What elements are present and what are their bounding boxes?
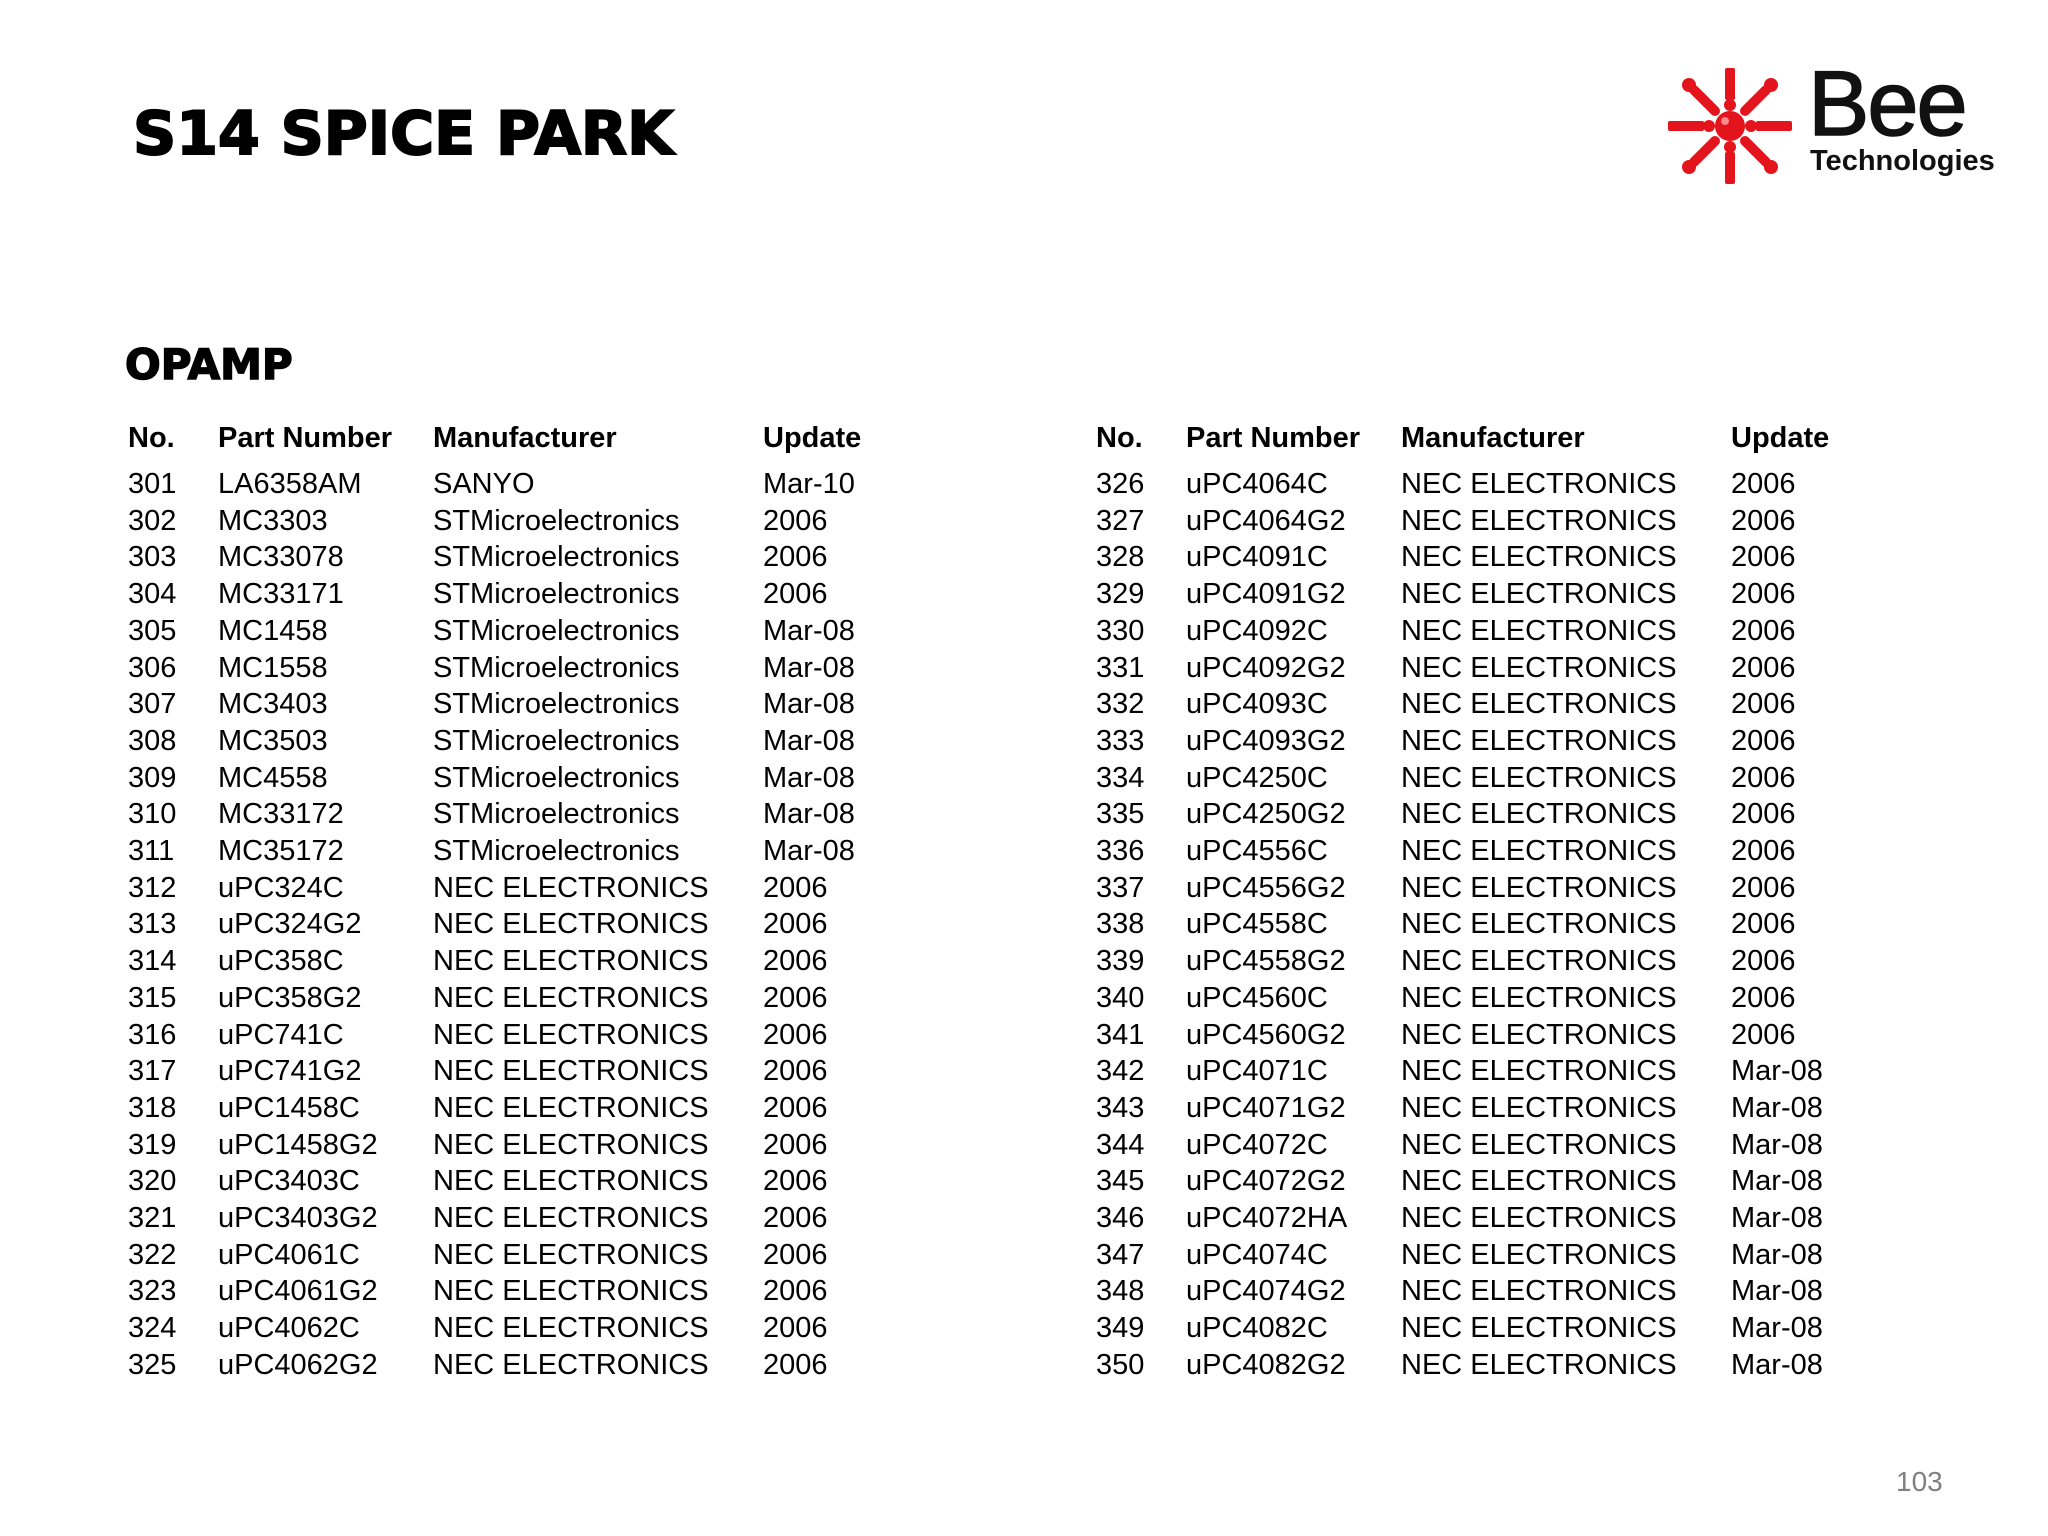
cell-update: Mar-08 [1731, 1348, 1823, 1381]
cell-no: 329 [1096, 578, 1145, 611]
cell-part-number: uPC4061C [218, 1238, 360, 1271]
cell-update: 2006 [763, 981, 828, 1014]
cell-update: 2006 [1731, 468, 1796, 500]
cell-update: 2006 [763, 908, 828, 941]
table-row [128, 686, 928, 723]
cell-no: 316 [128, 1018, 177, 1051]
cell-manufacturer: NEC ELECTRONICS [433, 1348, 709, 1381]
cell-part-number: uPC4074C [1186, 1238, 1328, 1271]
table-row [128, 1273, 928, 1310]
cell-manufacturer: STMicroelectronics [433, 835, 680, 868]
cell-no: 306 [128, 651, 177, 684]
cell-update: 2006 [1731, 761, 1796, 794]
cell-update: 2006 [763, 541, 828, 574]
table-row [128, 1017, 928, 1054]
cell-no: 350 [1096, 1348, 1145, 1381]
cell-no: 333 [1096, 724, 1145, 757]
cell-part-number: uPC4061G2 [218, 1275, 378, 1308]
cell-update: Mar-08 [763, 724, 855, 757]
cell-manufacturer: NEC ELECTRONICS [1401, 724, 1677, 757]
cell-manufacturer: NEC ELECTRONICS [1401, 651, 1677, 684]
cell-part-number: MC35172 [218, 835, 344, 868]
cell-no: 344 [1096, 1128, 1145, 1161]
parts-table-right [1096, 422, 1896, 1384]
header-manufacturer: Manufacturer [433, 422, 617, 454]
cell-update: Mar-08 [1731, 1238, 1823, 1271]
cell-manufacturer: NEC ELECTRONICS [433, 945, 709, 978]
cell-update: 2006 [1731, 724, 1796, 757]
cell-update: 2006 [1731, 578, 1796, 611]
cell-manufacturer: NEC ELECTRONICS [1401, 1091, 1677, 1124]
parts-table-left [128, 422, 928, 1384]
cell-update: 2006 [1731, 835, 1796, 868]
cell-part-number: MC3303 [218, 504, 328, 537]
table-row [1096, 1090, 1896, 1127]
cell-part-number: uPC4064G2 [1186, 504, 1346, 537]
cell-manufacturer: NEC ELECTRONICS [1401, 1165, 1677, 1198]
table-row [128, 723, 928, 760]
cell-update: Mar-08 [1731, 1091, 1823, 1124]
cell-no: 304 [128, 578, 177, 611]
cell-no: 305 [128, 614, 177, 647]
table-row [128, 1090, 928, 1127]
cell-manufacturer: STMicroelectronics [433, 724, 680, 757]
cell-update: 2006 [1731, 945, 1796, 978]
cell-manufacturer: NEC ELECTRONICS [433, 1018, 709, 1051]
cell-part-number: uPC1458C [218, 1091, 360, 1124]
header-update: Update [763, 422, 862, 454]
cell-update: 2006 [763, 1202, 828, 1235]
table-row [128, 576, 928, 613]
table-row [128, 943, 928, 980]
cell-manufacturer: NEC ELECTRONICS [1401, 981, 1677, 1014]
cell-manufacturer: NEC ELECTRONICS [1401, 1128, 1677, 1161]
cell-part-number: uPC4558G2 [1186, 945, 1346, 978]
table-row [1096, 466, 1896, 503]
cell-update: 2006 [763, 1275, 828, 1308]
table-row [128, 906, 928, 943]
cell-update: 2006 [763, 578, 828, 611]
bee-logo-mark-icon [1660, 62, 1800, 192]
cell-no: 318 [128, 1091, 177, 1124]
cell-update: Mar-08 [1731, 1312, 1823, 1345]
table-row [128, 539, 928, 576]
cell-update: 2006 [763, 1128, 828, 1161]
cell-update: 2006 [1731, 981, 1796, 1014]
cell-part-number: uPC4250C [1186, 761, 1328, 794]
cell-update: 2006 [1731, 614, 1796, 647]
table-row [1096, 1017, 1896, 1054]
cell-no: 313 [128, 908, 177, 941]
page-title: S14 SPICE PARK [133, 99, 674, 169]
logo-wordmark: Bee [1808, 53, 1966, 155]
table-row [1096, 906, 1896, 943]
table-row [1096, 833, 1896, 870]
cell-manufacturer: NEC ELECTRONICS [433, 1165, 709, 1198]
cell-manufacturer: NEC ELECTRONICS [433, 1275, 709, 1308]
cell-update: 2006 [763, 1091, 828, 1124]
cell-no: 331 [1096, 651, 1145, 684]
cell-no: 338 [1096, 908, 1145, 941]
cell-manufacturer: STMicroelectronics [433, 761, 680, 794]
cell-manufacturer: NEC ELECTRONICS [1401, 541, 1677, 574]
cell-part-number: MC33171 [218, 578, 344, 611]
cell-no: 348 [1096, 1275, 1145, 1308]
cell-part-number: uPC4556C [1186, 835, 1328, 868]
table-row [128, 1127, 928, 1164]
table-row [1096, 723, 1896, 760]
cell-part-number: uPC324G2 [218, 908, 362, 941]
header-no: No. [128, 422, 175, 454]
table-header-row [1096, 422, 1896, 466]
cell-no: 317 [128, 1055, 177, 1088]
cell-no: 342 [1096, 1055, 1145, 1088]
cell-part-number: uPC4071C [1186, 1055, 1328, 1088]
cell-no: 341 [1096, 1018, 1145, 1051]
header-part-number: Part Number [1186, 422, 1361, 454]
header-no: No. [1096, 422, 1143, 454]
cell-part-number: MC1558 [218, 651, 328, 684]
cell-manufacturer: NEC ELECTRONICS [1401, 1018, 1677, 1051]
cell-part-number: LA6358AM [218, 468, 362, 500]
table-row [128, 760, 928, 797]
cell-update: Mar-08 [763, 798, 855, 831]
cell-no: 312 [128, 871, 177, 904]
cell-part-number: uPC4092G2 [1186, 651, 1346, 684]
table-row [128, 1237, 928, 1274]
cell-update: 2006 [763, 945, 828, 978]
table-row [128, 1347, 928, 1384]
cell-no: 302 [128, 504, 177, 537]
cell-no: 308 [128, 724, 177, 757]
page-number: 103 [1896, 1466, 1943, 1497]
cell-part-number: uPC4072G2 [1186, 1165, 1346, 1198]
cell-part-number: uPC4091G2 [1186, 578, 1346, 611]
cell-update: Mar-08 [1731, 1165, 1823, 1198]
cell-part-number: MC3503 [218, 724, 328, 757]
cell-part-number: MC4558 [218, 761, 328, 794]
cell-part-number: uPC4560C [1186, 981, 1328, 1014]
cell-update: Mar-08 [763, 761, 855, 794]
table-row [1096, 1273, 1896, 1310]
cell-manufacturer: NEC ELECTRONICS [433, 1238, 709, 1271]
table-row [1096, 576, 1896, 613]
table-row [128, 466, 928, 503]
table-row [128, 1310, 928, 1347]
bee-technologies-logo [1660, 53, 2020, 192]
cell-part-number: uPC4071G2 [1186, 1091, 1346, 1124]
cell-manufacturer: NEC ELECTRONICS [1401, 1312, 1677, 1345]
cell-update: 2006 [1731, 908, 1796, 941]
cell-manufacturer: NEC ELECTRONICS [1401, 761, 1677, 794]
cell-update: Mar-08 [763, 688, 855, 721]
cell-update: 2006 [1731, 651, 1796, 684]
cell-manufacturer: NEC ELECTRONICS [1401, 1348, 1677, 1381]
cell-update: Mar-08 [1731, 1055, 1823, 1088]
cell-manufacturer: NEC ELECTRONICS [433, 1091, 709, 1124]
cell-part-number: uPC4074G2 [1186, 1275, 1346, 1308]
cell-no: 332 [1096, 688, 1145, 721]
cell-update: 2006 [763, 1018, 828, 1051]
cell-no: 319 [128, 1128, 177, 1161]
cell-update: 2006 [1731, 504, 1796, 537]
cell-manufacturer: STMicroelectronics [433, 578, 680, 611]
cell-manufacturer: NEC ELECTRONICS [1401, 908, 1677, 941]
cell-part-number: uPC4082G2 [1186, 1348, 1346, 1381]
cell-part-number: uPC4064C [1186, 468, 1328, 500]
cell-manufacturer: NEC ELECTRONICS [1401, 504, 1677, 537]
cell-no: 335 [1096, 798, 1145, 831]
table-row [1096, 1053, 1896, 1090]
table-body-left [128, 466, 928, 1384]
table-row [1096, 686, 1896, 723]
table-row [1096, 1127, 1896, 1164]
cell-part-number: uPC358C [218, 945, 344, 978]
cell-update: Mar-08 [1731, 1202, 1823, 1235]
cell-no: 346 [1096, 1202, 1145, 1235]
cell-manufacturer: STMicroelectronics [433, 614, 680, 647]
cell-no: 324 [128, 1312, 177, 1345]
table-row [128, 833, 928, 870]
table-row [1096, 539, 1896, 576]
cell-update: Mar-10 [763, 468, 855, 500]
cell-part-number: uPC4091C [1186, 541, 1328, 574]
cell-no: 303 [128, 541, 177, 574]
cell-no: 301 [128, 468, 177, 500]
table-header-row [128, 422, 928, 466]
cell-no: 327 [1096, 504, 1145, 537]
table-row [1096, 980, 1896, 1017]
table-row [1096, 943, 1896, 980]
cell-part-number: uPC4062G2 [218, 1348, 378, 1381]
cell-no: 315 [128, 981, 177, 1014]
table-row [128, 503, 928, 540]
cell-no: 314 [128, 945, 177, 978]
table-row [1096, 870, 1896, 907]
cell-part-number: uPC1458G2 [218, 1128, 378, 1161]
cell-manufacturer: NEC ELECTRONICS [1401, 871, 1677, 904]
header-part-number: Part Number [218, 422, 393, 454]
cell-part-number: MC3403 [218, 688, 328, 721]
cell-part-number: MC1458 [218, 614, 328, 647]
cell-manufacturer: NEC ELECTRONICS [1401, 614, 1677, 647]
table-row [128, 796, 928, 833]
cell-manufacturer: NEC ELECTRONICS [1401, 835, 1677, 868]
cell-part-number: uPC4556G2 [1186, 871, 1346, 904]
cell-part-number: uPC3403C [218, 1165, 360, 1198]
cell-part-number: uPC4093C [1186, 688, 1328, 721]
cell-part-number: MC33172 [218, 798, 344, 831]
cell-part-number: uPC3403G2 [218, 1202, 378, 1235]
table-row [128, 870, 928, 907]
cell-update: 2006 [763, 1238, 828, 1271]
cell-no: 349 [1096, 1312, 1145, 1345]
table-row [1096, 796, 1896, 833]
table-row [128, 1163, 928, 1200]
cell-update: 2006 [763, 1312, 828, 1345]
cell-part-number: MC33078 [218, 541, 344, 574]
cell-no: 334 [1096, 761, 1145, 794]
table-row [1096, 760, 1896, 797]
table-body-right [1096, 466, 1896, 1384]
cell-manufacturer: STMicroelectronics [433, 541, 680, 574]
cell-update: Mar-08 [763, 651, 855, 684]
cell-part-number: uPC4082C [1186, 1312, 1328, 1345]
cell-update: 2006 [1731, 1018, 1796, 1051]
cell-manufacturer: NEC ELECTRONICS [1401, 1275, 1677, 1308]
header-update: Update [1731, 422, 1830, 454]
cell-part-number: uPC741G2 [218, 1055, 362, 1088]
table-row [128, 613, 928, 650]
cell-manufacturer: NEC ELECTRONICS [1401, 1238, 1677, 1271]
cell-part-number: uPC4092C [1186, 614, 1328, 647]
table-row [1096, 1310, 1896, 1347]
cell-manufacturer: NEC ELECTRONICS [433, 871, 709, 904]
cell-manufacturer: NEC ELECTRONICS [433, 981, 709, 1014]
table-row [1096, 1163, 1896, 1200]
cell-manufacturer: NEC ELECTRONICS [1401, 798, 1677, 831]
cell-manufacturer: STMicroelectronics [433, 504, 680, 537]
cell-part-number: uPC4558C [1186, 908, 1328, 941]
cell-no: 339 [1096, 945, 1145, 978]
table-row [1096, 1200, 1896, 1237]
cell-update: Mar-08 [763, 614, 855, 647]
cell-no: 325 [128, 1348, 177, 1381]
cell-update: 2006 [763, 1348, 828, 1381]
table-row [1096, 1347, 1896, 1384]
cell-manufacturer: NEC ELECTRONICS [1401, 1055, 1677, 1088]
table-row [128, 1053, 928, 1090]
table-row [128, 650, 928, 687]
cell-manufacturer: NEC ELECTRONICS [1401, 1202, 1677, 1235]
logo-subtitle: Technologies [1810, 145, 1995, 177]
table-row [1096, 613, 1896, 650]
cell-part-number: uPC4072C [1186, 1128, 1328, 1161]
cell-no: 328 [1096, 541, 1145, 574]
cell-update: 2006 [1731, 541, 1796, 574]
cell-manufacturer: STMicroelectronics [433, 651, 680, 684]
cell-part-number: uPC358G2 [218, 981, 362, 1014]
cell-no: 320 [128, 1165, 177, 1198]
table-row [128, 1200, 928, 1237]
cell-no: 322 [128, 1238, 177, 1271]
section-heading: OPAMP [125, 340, 293, 389]
cell-update: 2006 [1731, 798, 1796, 831]
cell-no: 337 [1096, 871, 1145, 904]
table-row [128, 980, 928, 1017]
cell-no: 330 [1096, 614, 1145, 647]
cell-manufacturer: NEC ELECTRONICS [1401, 468, 1677, 500]
cell-no: 345 [1096, 1165, 1145, 1198]
cell-update: 2006 [1731, 871, 1796, 904]
cell-update: Mar-08 [1731, 1128, 1823, 1161]
table-row [1096, 503, 1896, 540]
cell-part-number: uPC324C [218, 871, 344, 904]
cell-no: 321 [128, 1202, 177, 1235]
cell-no: 323 [128, 1275, 177, 1308]
cell-manufacturer: NEC ELECTRONICS [433, 1128, 709, 1161]
cell-part-number: uPC741C [218, 1018, 344, 1051]
cell-no: 340 [1096, 981, 1145, 1014]
header-manufacturer: Manufacturer [1401, 422, 1585, 454]
cell-manufacturer: NEC ELECTRONICS [433, 1202, 709, 1235]
cell-manufacturer: STMicroelectronics [433, 688, 680, 721]
cell-update: 2006 [763, 871, 828, 904]
cell-part-number: uPC4062C [218, 1312, 360, 1345]
cell-part-number: uPC4072HA [1186, 1202, 1348, 1235]
cell-no: 309 [128, 761, 177, 794]
cell-manufacturer: NEC ELECTRONICS [433, 1055, 709, 1088]
cell-part-number: uPC4093G2 [1186, 724, 1346, 757]
cell-no: 347 [1096, 1238, 1145, 1271]
cell-no: 310 [128, 798, 177, 831]
cell-manufacturer: NEC ELECTRONICS [433, 1312, 709, 1345]
cell-manufacturer: NEC ELECTRONICS [1401, 688, 1677, 721]
cell-manufacturer: SANYO [433, 468, 535, 500]
cell-update: 2006 [763, 1055, 828, 1088]
cell-update: 2006 [763, 1165, 828, 1198]
cell-update: Mar-08 [1731, 1275, 1823, 1308]
cell-manufacturer: NEC ELECTRONICS [1401, 945, 1677, 978]
cell-update: 2006 [763, 504, 828, 537]
cell-part-number: uPC4560G2 [1186, 1018, 1346, 1051]
table-row [1096, 650, 1896, 687]
cell-no: 336 [1096, 835, 1145, 868]
cell-no: 343 [1096, 1091, 1145, 1124]
cell-update: 2006 [1731, 688, 1796, 721]
cell-no: 307 [128, 688, 177, 721]
table-row [1096, 1237, 1896, 1274]
cell-no: 326 [1096, 468, 1145, 500]
cell-manufacturer: NEC ELECTRONICS [433, 908, 709, 941]
cell-part-number: uPC4250G2 [1186, 798, 1346, 831]
cell-update: Mar-08 [763, 835, 855, 868]
cell-manufacturer: NEC ELECTRONICS [1401, 578, 1677, 611]
cell-no: 311 [128, 835, 175, 868]
cell-manufacturer: STMicroelectronics [433, 798, 680, 831]
